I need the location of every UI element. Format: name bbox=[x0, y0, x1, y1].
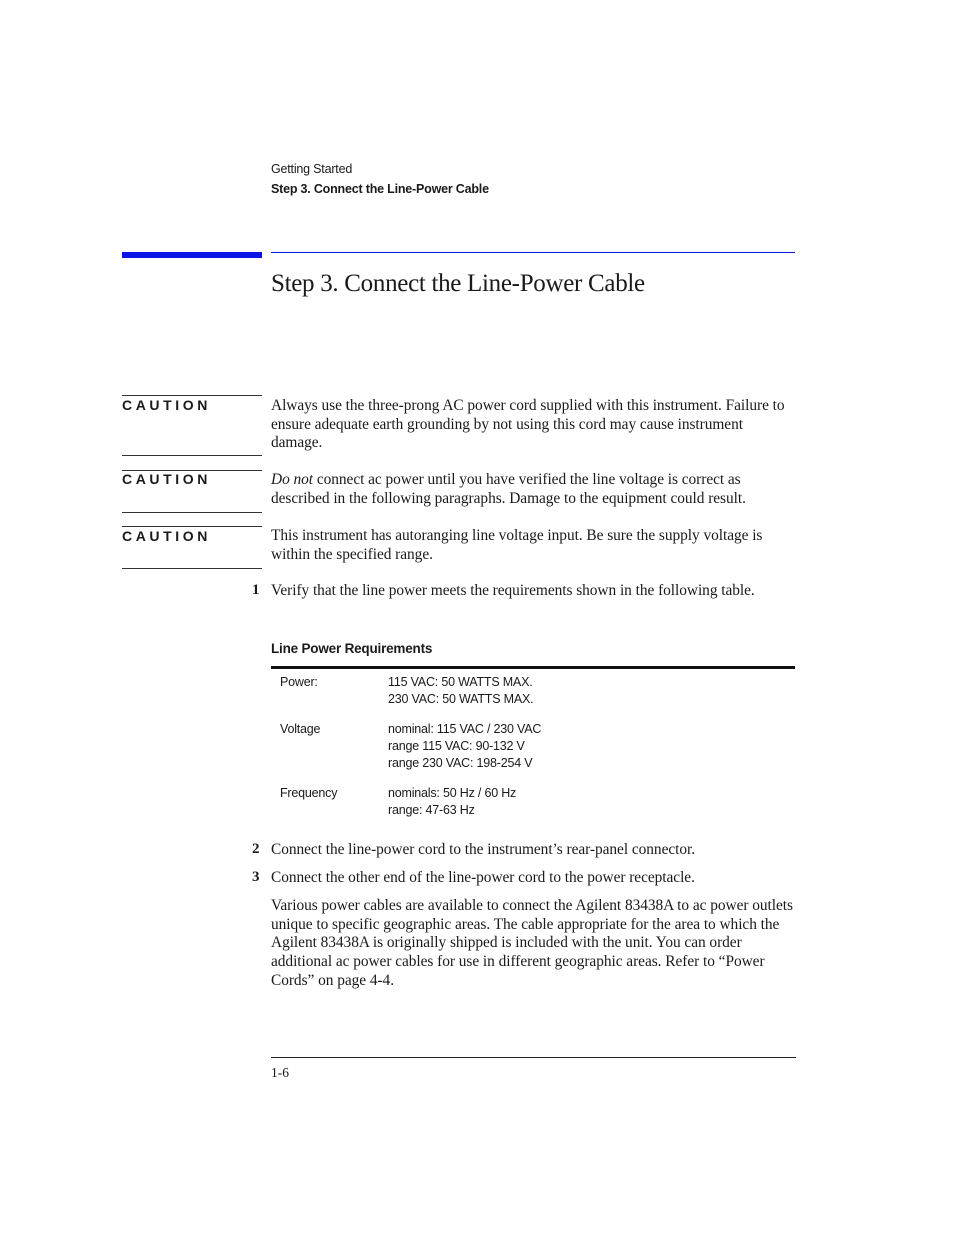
caution-rule-top bbox=[122, 526, 262, 527]
caution-rule-top bbox=[122, 395, 262, 396]
table-value-line: range: 47-63 Hz bbox=[388, 803, 475, 817]
step-text: Connect the other end of the line-power cord to the power receptacle. bbox=[271, 869, 695, 886]
step-text: Connect the line-power cord to the instrument’s rear-panel connector. bbox=[271, 841, 696, 858]
table-row-label: Power: bbox=[280, 675, 318, 689]
table-row-label: Frequency bbox=[280, 786, 338, 800]
closing-paragraph: Various power cables are available to connect the Agilent 83438A to ac power outlets unique to specific geographic areas. The cable appropriate for the area to which the Agilent 83438A is originally shipped is included with the unit. You can order additional ac power cables for use in different geographic areas. Refer to “Power Cords” on page 4-4. bbox=[271, 897, 793, 989]
caution-rule-bottom bbox=[122, 512, 262, 513]
caution-text: Always use the three-prong AC power cord supplied with this instrument. Failure to ensure adequate earth grounding by not using this cord may cause instrument damage. bbox=[271, 397, 785, 452]
step-number: 2 bbox=[252, 841, 260, 857]
table-row-value bbox=[388, 674, 533, 708]
table-rule bbox=[271, 666, 795, 669]
title-rule bbox=[271, 252, 795, 253]
table-row-value bbox=[388, 785, 516, 819]
step-text: Verify that the line power meets the requirements shown in the following table. bbox=[271, 582, 755, 599]
caution-label: CAUTION bbox=[122, 471, 211, 487]
table-value-line: 115 VAC: 50 WATTS MAX. bbox=[388, 675, 533, 689]
caution-label: CAUTION bbox=[122, 528, 211, 544]
table-value-line: range 230 VAC: 198-254 V bbox=[388, 756, 533, 770]
table-value-line: 230 VAC: 50 WATTS MAX. bbox=[388, 692, 534, 706]
caution-rule-bottom bbox=[122, 568, 262, 569]
title-accent-bar bbox=[122, 252, 262, 258]
caution-text: This instrument has autoranging line voltage input. Be sure the supply voltage is within the specified range. bbox=[271, 527, 763, 563]
running-header-section: Getting Started bbox=[271, 162, 353, 176]
table-value-line: range 115 VAC: 90-132 V bbox=[388, 739, 525, 753]
caution-text-rest: connect ac power until you have verified the line voltage is correct as described in the following paragraphs. Damage to the equipment could result. bbox=[271, 471, 746, 507]
table-title: Line Power Requirements bbox=[271, 641, 433, 656]
caution-text bbox=[271, 471, 797, 508]
table-value-line: nominals: 50 Hz / 60 Hz bbox=[388, 786, 517, 800]
running-header-subsection: Step 3. Connect the Line-Power Cable bbox=[271, 182, 489, 196]
caution-rule-bottom bbox=[122, 455, 262, 456]
caution-emphasis: Do not bbox=[271, 471, 314, 488]
footer-rule bbox=[271, 1057, 796, 1058]
table-value-line: nominal: 115 VAC / 230 VAC bbox=[388, 722, 542, 736]
table-row-value bbox=[388, 721, 541, 772]
table-row-label: Voltage bbox=[280, 722, 321, 736]
step-number: 3 bbox=[252, 869, 260, 885]
page-title: Step 3. Connect the Line-Power Cable bbox=[271, 270, 645, 297]
caution-label: CAUTION bbox=[122, 397, 211, 413]
step-number: 1 bbox=[252, 582, 260, 598]
page-number: 1-6 bbox=[271, 1065, 289, 1080]
